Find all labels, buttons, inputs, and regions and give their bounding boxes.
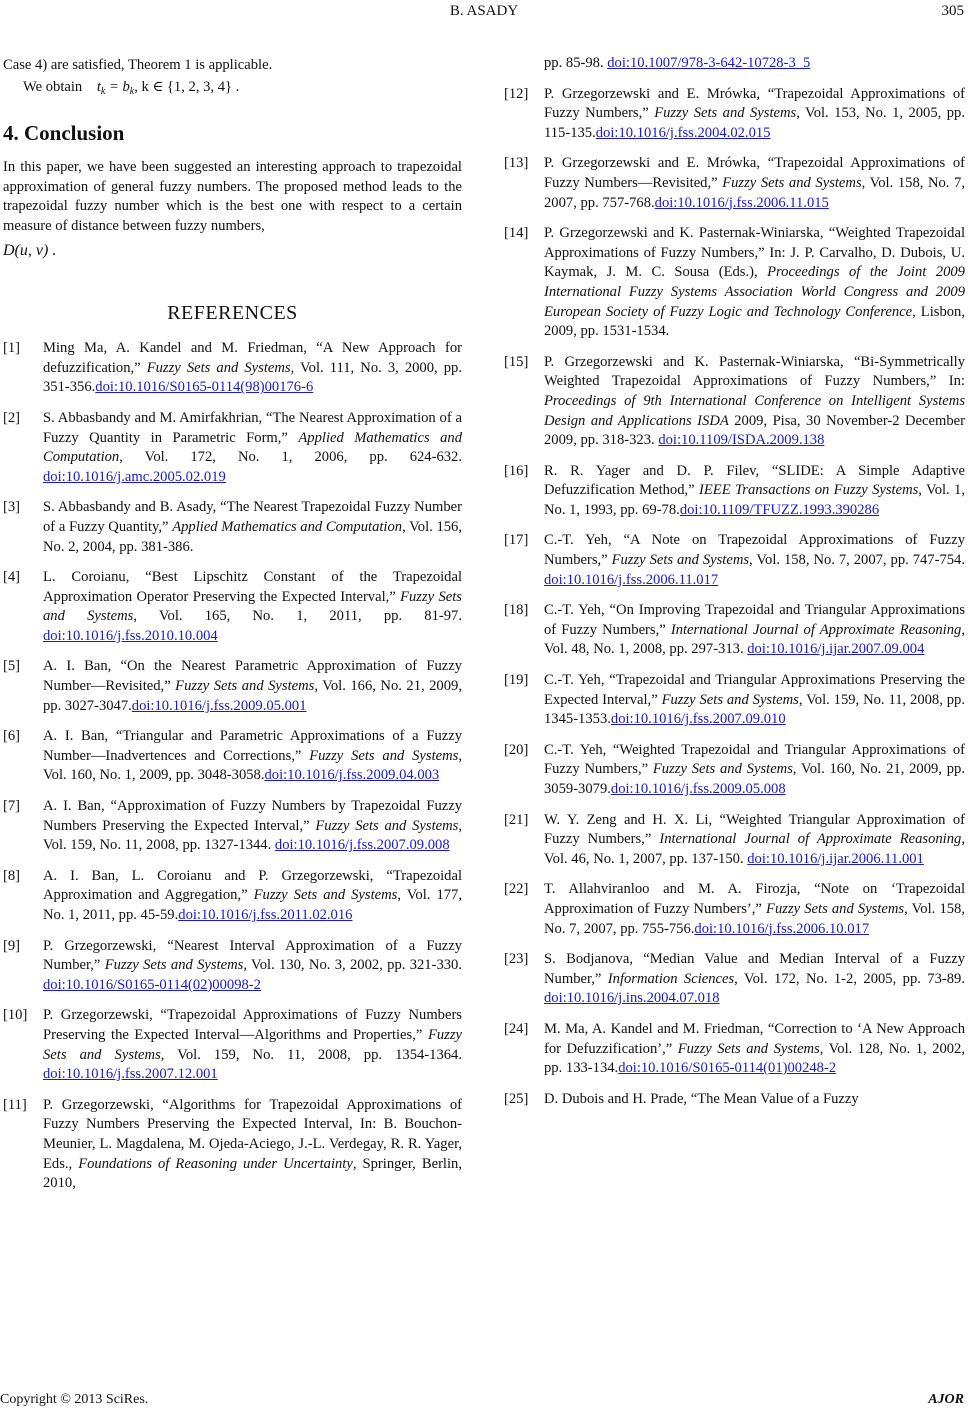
reference-authors-title: L. Coroianu, “Best Lipschitz Constant of the Trapezoidal Approximation Operator Preserving the Expected Interval,”: [43, 569, 462, 605]
reference-doi-link[interactable]: doi:10.1007/978-3-642-10728-3_5: [607, 55, 811, 71]
reference-item: [504, 531, 965, 590]
reference-doi-link[interactable]: doi:10.1109/ISDA.2009.138: [658, 432, 825, 449]
reference-number: [12]: [504, 85, 529, 102]
reference-authors-title: A. I. Ban, “On the Nearest Parametric Approximation of Fuzzy Number—Revisited,”: [43, 658, 462, 695]
reference-journal: International Journal of Approximate Reasoning: [670, 621, 962, 638]
obtain-set: , k ∈ {1, 2, 3, 4} .: [134, 78, 240, 95]
reference-authors-title: P. Grzegorzewski and E. Mrówka, “Trapezoidal Approximations of Fuzzy Numbers,”: [544, 85, 965, 122]
reference-details: , Vol. 166, No. 21, 2009, pp. 3027-3047.: [43, 678, 462, 714]
reference-journal: Fuzzy Sets and Systems: [611, 552, 750, 569]
reference-journal: Fuzzy Sets and Systems: [766, 900, 905, 917]
reference-journal: Proceedings of 9th International Conference on Intelligent Systems Design and Applications ISDA: [544, 392, 965, 429]
reference-details: , Vol. 1, No. 1, 1993, pp. 69-78.: [544, 482, 965, 518]
reference-number: [14]: [504, 225, 529, 242]
reference-number: [10]: [3, 1007, 28, 1024]
reference-item: [504, 154, 965, 213]
reference-details: , Vol. 46, No. 1, 2007, pp. 137-150.: [544, 831, 965, 867]
reference-item: [3, 409, 462, 487]
reference-authors-title: P. Grzegorzewski, “Trapezoidal Approximations of Fuzzy Numbers Preserving the Expected Interval—Algorithms and Properties,”: [43, 1007, 462, 1043]
reference-number: [21]: [504, 811, 529, 828]
reference-item: [504, 54, 965, 74]
reference-doi-link[interactable]: doi:10.1016/j.ijar.2006.11.001: [747, 850, 924, 867]
reference-details: , Vol. 111, No. 3, 2000, pp. 351-356.: [43, 359, 462, 396]
reference-journal: Information Sciences: [607, 970, 735, 987]
reference-number: [4]: [3, 569, 21, 586]
reference-item: [3, 339, 462, 398]
reference-journal: Applied Mathematics and Computation: [172, 518, 403, 535]
reference-doi-link[interactable]: doi:10.1109/TFUZZ.1993.390286: [679, 501, 880, 518]
reference-details: , Vol. 159, No. 11, 2008, pp. 1354-1364.: [160, 1046, 462, 1063]
reference-authors-title: P. Grzegorzewski and K. Pasternak-Winiarska, “Bi-Symmetrically Weighted Trapezoidal Approximations of Fuzzy Numbers,” In:: [544, 353, 965, 390]
reference-item: [3, 727, 462, 786]
reference-authors-title: W. Y. Zeng and H. X. Li, “Weighted Triangular Approximation of Fuzzy Numbers,”: [544, 811, 965, 848]
reference-details: , Vol. 159, No. 11, 2008, pp. 1327-1344.: [43, 817, 462, 854]
reference-authors-title: A. I. Ban, L. Coroianu and P. Grzegorzewski, “Trapezoidal Approximation and Aggregation,”: [43, 867, 462, 904]
reference-number: [13]: [504, 155, 529, 172]
reference-details: , Vol. 156, No. 2, 2004, pp. 381-386.: [43, 518, 462, 555]
references-list-left: [3, 339, 462, 1194]
reference-item: [3, 657, 462, 716]
reference-doi-link[interactable]: doi:10.1016/S0165-0114(98)00176-6: [95, 379, 314, 396]
reference-number: [3]: [3, 499, 21, 516]
reference-number: [9]: [3, 937, 21, 954]
reference-number: [8]: [3, 867, 21, 884]
reference-authors-title: C.-T. Yeh, “On Improving Trapezoidal and Triangular Approximations of Fuzzy Numbers,”: [544, 602, 965, 638]
reference-authors-title: S. Abbasbandy and B. Asady, “The Nearest Trapezoidal Fuzzy Number of a Fuzzy Quantity,”: [43, 499, 462, 535]
reference-authors-title: M. Ma, A. Kandel and M. Friedman, “Correction to ‘A New Approach for Defuzzification’,”: [544, 1020, 965, 1057]
reference-item: [504, 1090, 965, 1110]
left-column: [3, 56, 462, 1205]
reference-doi-link[interactable]: doi:10.1016/j.amc.2005.02.019: [43, 468, 226, 485]
reference-details: , Vol. 130, No. 3, 2002, pp. 321-330.: [243, 957, 463, 974]
reference-doi-link[interactable]: doi:10.1016/j.ijar.2007.09.004: [747, 641, 925, 658]
reference-item: [504, 880, 965, 939]
reference-item: [504, 811, 965, 870]
reference-number: [16]: [504, 462, 529, 479]
reference-doi-link[interactable]: doi:10.1016/j.fss.2011.02.016: [178, 907, 353, 923]
reference-item: [504, 601, 965, 660]
reference-item: [3, 498, 462, 557]
reference-details: , Vol. 177, No. 1, 2011, pp. 45-59.: [43, 887, 462, 923]
reference-details: , Vol. 160, No. 1, 2009, pp. 3048-3058.: [43, 747, 462, 784]
reference-number: [20]: [504, 741, 529, 758]
reference-authors-title: P. Grzegorzewski, “Nearest Interval Approximation of a Fuzzy Number,”: [43, 937, 462, 974]
reference-authors-title: S. Abbasbandy and M. Amirfakhrian, “The Nearest Approximation of a Fuzzy Quantity in Parametric Form,”: [43, 409, 462, 446]
reference-journal: Foundations of Reasoning under Uncertainty: [78, 1155, 353, 1172]
reference-doi-link[interactable]: doi:10.1016/j.fss.2004.02.015: [595, 124, 771, 141]
conclusion-text: In this paper, we have been suggested an interesting approach to trapezoidal approximation of general fuzzy numbers. The proposed method leads to the trapezoidal fuzzy number which is the best one with respect to a certain measure of distance between fuzzy numbers,: [3, 159, 462, 234]
reference-details: 2009, Pisa, 30 November-2 December 2009, pp. 318-323.: [544, 412, 965, 449]
reference-item: [3, 568, 462, 646]
reference-doi-link[interactable]: doi:10.1016/S0165-0114(02)00098-2: [43, 976, 261, 993]
reference-number: [18]: [504, 602, 529, 619]
distance-formula: D(u, v) .: [3, 241, 57, 259]
reference-number: [17]: [504, 532, 529, 549]
reference-details: , Vol. 160, No. 21, 2009, pp. 3059-3079.: [544, 761, 965, 797]
reference-authors-title: C.-T. Yeh, “Trapezoidal and Triangular Approximations Preserving the Expected Interval,”: [544, 672, 965, 708]
reference-doi-link[interactable]: doi:10.1016/j.fss.2006.11.015: [654, 194, 829, 211]
reference-item: [504, 950, 965, 1009]
reference-doi-link[interactable]: doi:10.1016/j.fss.2010.10.004: [43, 627, 218, 644]
reference-journal: Fuzzy Sets and Systems: [677, 1040, 820, 1057]
reference-number: [6]: [3, 728, 21, 745]
reference-item: [504, 741, 965, 800]
reference-item: [504, 85, 965, 144]
reference-number: [22]: [504, 881, 529, 898]
reference-doi-link[interactable]: doi:10.1016/j.fss.2009.05.008: [610, 781, 786, 797]
reference-journal: Fuzzy Sets and Systems: [146, 359, 291, 376]
reference-item: [504, 224, 965, 342]
references-heading: REFERENCES: [167, 302, 298, 325]
reference-journal: Fuzzy Sets and Systems: [309, 747, 459, 764]
reference-authors-title: A. I. Ban, “Triangular and Parametric Approximations of a Fuzzy Number—Inadvertences and Corrections,”: [43, 728, 462, 764]
reference-authors-title: C.-T. Yeh, “Weighted Trapezoidal and Triangular Approximations of Fuzzy Numbers,”: [544, 741, 965, 778]
reference-journal: Fuzzy Sets and Systems: [175, 678, 315, 695]
reference-details: , Vol. 158, No. 7, 2007, pp. 747-754.: [749, 552, 965, 569]
reference-journal: IEEE Transactions on Fuzzy Systems: [699, 482, 919, 499]
reference-number: [5]: [3, 658, 21, 675]
obtain-line: [3, 78, 462, 102]
reference-item: [504, 353, 965, 451]
reference-journal: Fuzzy Sets and Systems: [104, 957, 244, 974]
reference-number: [11]: [3, 1096, 27, 1113]
reference-doi-link[interactable]: doi:10.1016/j.fss.2006.10.017: [694, 920, 870, 937]
running-header-author: B. ASADY: [449, 3, 519, 19]
reference-journal: Fuzzy Sets and Systems: [661, 691, 799, 708]
reference-authors-title: C.-T. Yeh, “A Note on Trapezoidal Approximations of Fuzzy Numbers,”: [544, 532, 965, 569]
reference-number: [1]: [3, 340, 21, 357]
reference-number: [15]: [504, 353, 529, 370]
reference-number: [23]: [504, 951, 529, 968]
reference-details: , Vol. 128, No. 1, 2002, pp. 133-134.: [544, 1040, 965, 1077]
reference-authors-title: P. Grzegorzewski and K. Pasternak-Winiarska, “Weighted Trapezoidal Approximations of Fuzzy Numbers,” In: J. P. Carvalho, D. Dubois, U. Kaymak, J. M. C. Sousa (Eds.),: [544, 225, 965, 281]
reference-item: [3, 867, 462, 926]
reference-details: , Springer, Berlin, 2010,: [43, 1155, 462, 1192]
reference-journal: International Journal of Approximate Reasoning: [659, 831, 962, 848]
page-number: 305: [941, 3, 964, 19]
reference-journal: Fuzzy Sets and Systems: [315, 817, 459, 834]
reference-details: , Lisbon, 2009, pp. 1531-1534.: [544, 303, 965, 340]
reference-item: [3, 937, 462, 996]
reference-details: , Vol. 158, No. 7, 2007, pp. 755-756.: [544, 900, 965, 937]
reference-doi-link[interactable]: doi:10.1016/j.fss.2009.04.003: [264, 767, 440, 784]
reference-authors-title: A. I. Ban, “Approximation of Fuzzy Numbers by Trapezoidal Fuzzy Numbers Preserving the Expected Interval,”: [43, 798, 462, 834]
reference-details: , Vol. 172, No. 1-2, 2005, pp. 73-89.: [734, 970, 965, 987]
conclusion-heading: 4. Conclusion: [3, 121, 125, 146]
obtain-eq: = b: [105, 78, 130, 95]
reference-authors-title: P. Grzegorzewski and E. Mrówka, “Trapezoidal Approximations of Fuzzy Numbers—Revisited,”: [544, 155, 965, 191]
reference-number: [19]: [504, 672, 529, 689]
reference-journal: Proceedings of the Joint 2009 International Fuzzy Systems Association World Congress and 2009 European Society of Fuzzy Logic and Technology Conference: [544, 264, 965, 320]
reference-item: [3, 797, 462, 856]
obtain-t: t: [96, 78, 101, 95]
journal-abbrev: AJOR: [928, 1392, 964, 1407]
reference-journal: Fuzzy Sets and Systems: [253, 887, 398, 904]
reference-number: [25]: [504, 1090, 529, 1107]
right-column: [504, 54, 965, 1120]
reference-doi-link[interactable]: doi:10.1016/j.fss.2006.11.017: [544, 571, 719, 588]
reference-journal: Fuzzy Sets and Systems: [652, 761, 793, 778]
obtain-prefix: We obtain: [23, 78, 83, 95]
reference-doi-link[interactable]: doi:10.1016/j.fss.2007.12.001: [43, 1066, 218, 1083]
reference-doi-link[interactable]: doi:10.1016/j.fss.2007.09.010: [610, 711, 786, 728]
reference-journal: Fuzzy Sets and Systems: [43, 588, 462, 625]
reference-details: , Vol. 165, No. 1, 2011, pp. 81-97.: [133, 608, 462, 625]
reference-authors-title: pp. 85-98.: [544, 55, 608, 71]
reference-authors-title: Ming Ma, A. Kandel and M. Friedman, “A New Approach for defuzzification,”: [43, 340, 462, 376]
reference-journal: Applied Mathematics and Computation: [43, 429, 462, 466]
reference-number: [24]: [504, 1020, 529, 1037]
obtain-sub-k1: k: [100, 85, 106, 97]
reference-authors-title: R. R. Yager and D. P. Filev, “SLIDE: A Simple Adaptive Defuzzification Method,”: [544, 462, 965, 499]
reference-details: , Vol. 158, No. 7, 2007, pp. 757-768.: [544, 174, 965, 211]
references-list-right: [504, 54, 965, 1109]
reference-number: [7]: [3, 798, 21, 815]
reference-item: [3, 1096, 462, 1194]
reference-details: , Vol. 153, No. 1, 2005, pp. 115-135.: [544, 105, 965, 141]
reference-authors-title: T. Allahviranloo and M. A. Firozja, “Note on ‘Trapezoidal Approximation of Fuzzy Numbers’,”: [544, 881, 965, 917]
copyright-footer: Copyright © 2013 SciRes.: [0, 1392, 149, 1407]
reference-doi-link[interactable]: doi:10.1016/S0165-0114(01)00248-2: [618, 1060, 837, 1077]
reference-details: , Vol. 172, No. 1, 2006, pp. 624-632.: [119, 449, 462, 466]
reference-doi-link[interactable]: doi:10.1016/j.fss.2007.09.008: [274, 837, 450, 854]
obtain-sub-k2: k: [129, 85, 135, 97]
reference-journal: Fuzzy Sets and Systems: [654, 105, 797, 122]
reference-authors-title: D. Dubois and H. Prade, “The Mean Value of a Fuzzy: [544, 1090, 859, 1107]
reference-item: [504, 1020, 965, 1079]
reference-doi-link[interactable]: doi:10.1016/j.ins.2004.07.018: [544, 990, 720, 1007]
reference-number: [2]: [3, 409, 21, 426]
reference-item: [504, 462, 965, 521]
reference-journal: Fuzzy Sets and Systems: [722, 174, 862, 191]
reference-authors-title: S. Bodjanova, “Median Value and Median Interval of a Fuzzy Number,”: [544, 951, 965, 987]
reference-journal: Fuzzy Sets and Systems: [43, 1026, 462, 1063]
reference-details: , Vol. 48, No. 1, 2008, pp. 297-313.: [544, 621, 965, 658]
reference-item: [504, 671, 965, 730]
reference-authors-title: P. Grzegorzewski, “Algorithms for Trapezoidal Approximations of Fuzzy Numbers Preserving the Expected Interval, In: B. Bouchon-Meunier, L. Magdalena, M. Ojeda-Aciego, J.-L. Verdegay, R. R. Yager, Eds.,: [43, 1096, 462, 1172]
reference-details: , Vol. 159, No. 11, 2008, pp. 1345-1353.: [544, 691, 965, 728]
case-sentence: Case 4) are satisfied, Theorem 1 is applicable.: [3, 57, 273, 73]
reference-doi-link[interactable]: doi:10.1016/j.fss.2009.05.001: [131, 697, 307, 714]
reference-item: [3, 1006, 462, 1084]
